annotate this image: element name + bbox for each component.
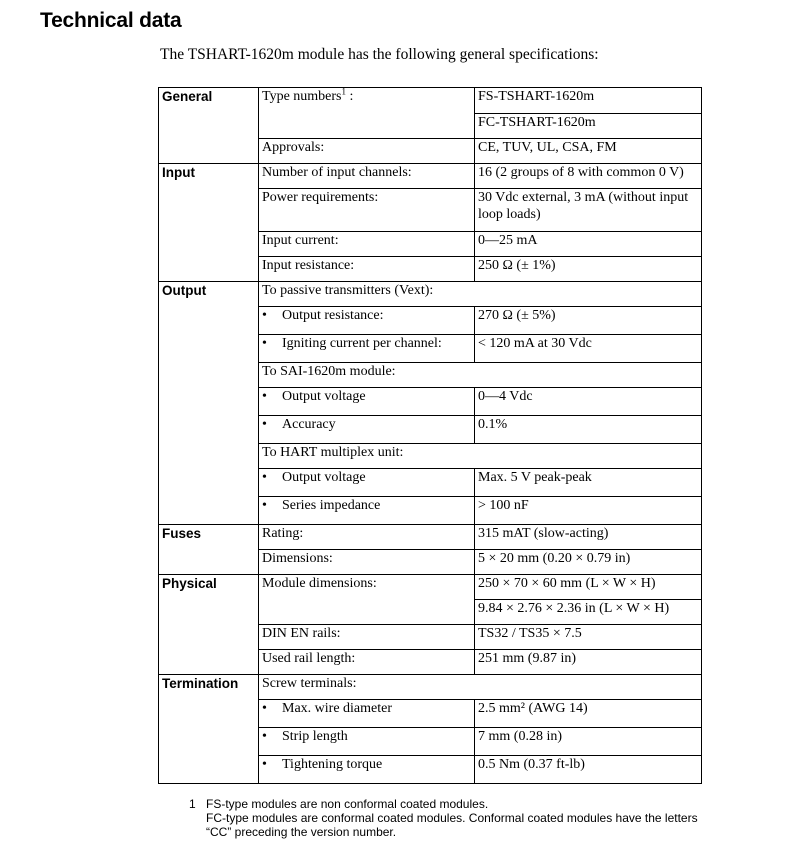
spec-value: 0.5 Nm (0.37 ft-lb): [475, 756, 702, 784]
spec-value: 9.84 × 2.76 × 2.36 in (L × W × H): [475, 600, 702, 625]
footnote-line: “CC” preceding the version number.: [206, 825, 397, 839]
bullet-label: • Output resistance:: [259, 307, 475, 335]
spec-value: 2.5 mm² (AWG 14): [475, 700, 702, 728]
bullet-label: • Output voltage: [259, 388, 475, 416]
subsection-header: To passive transmitters (Vext):: [259, 282, 702, 307]
footnote-ref: 1: [341, 86, 347, 97]
type-number-fs: FS-TSHART-1620m: [475, 88, 702, 114]
table-row: [159, 164, 702, 189]
bullet-label: • Accuracy: [259, 416, 475, 444]
spec-value: 16 (2 groups of 8 with common 0 V): [475, 164, 702, 189]
spec-value: 0—25 mA: [475, 232, 702, 257]
bullet-label: • Strip length: [259, 728, 475, 756]
subsection-header: To HART multiplex unit:: [259, 444, 702, 469]
category-general: General: [159, 88, 259, 164]
bullet-label: • Tightening torque: [259, 756, 475, 784]
bullet-icon: •: [262, 498, 267, 513]
approvals-label: Approvals:: [259, 139, 475, 164]
bullet-icon: •: [262, 308, 267, 323]
spec-value: TS32 / TS35 × 7.5: [475, 625, 702, 650]
footnote-line: FC-type modules are conformal coated modules. Conformal coated modules have the letters: [206, 811, 698, 825]
spec-label: Rating:: [259, 525, 475, 550]
subsection-header: To SAI-1620m module:: [259, 363, 702, 388]
spec-label: Input current:: [259, 232, 475, 257]
spec-value: 250 Ω (± 1%): [475, 257, 702, 282]
spec-value: 5 × 20 mm (0.20 × 0.79 in): [475, 550, 702, 575]
category-physical: Physical: [159, 575, 259, 675]
category-output: Output: [159, 282, 259, 525]
spec-label: Input resistance:: [259, 257, 475, 282]
spec-value: > 100 nF: [475, 497, 702, 525]
bullet-icon: •: [262, 701, 267, 716]
spec-value: 251 mm (9.87 in): [475, 650, 702, 675]
bullet-icon: •: [262, 417, 267, 432]
bullet-icon: •: [262, 757, 267, 772]
subsection-header: Screw terminals:: [259, 675, 702, 700]
footnote-number: 1: [189, 797, 196, 811]
module-dimensions-label: Module dimensions:: [259, 575, 475, 625]
bullet-icon: •: [262, 470, 267, 485]
table-row: [159, 525, 702, 550]
specifications-table: [158, 87, 702, 784]
spec-value: Max. 5 V peak-peak: [475, 469, 702, 497]
intro-text: The TSHART-1620m module has the following general specifications:: [160, 46, 599, 63]
bullet-label: • Series impedance: [259, 497, 475, 525]
table-row: [159, 675, 702, 700]
spec-label: Used rail length:: [259, 650, 475, 675]
category-input: Input: [159, 164, 259, 282]
spec-label: DIN EN rails:: [259, 625, 475, 650]
spec-value: 7 mm (0.28 in): [475, 728, 702, 756]
page-heading: Technical data: [40, 9, 182, 32]
table-row: [159, 88, 702, 114]
bullet-label: • Igniting current per channel:: [259, 335, 475, 363]
footnote-line: FS-type modules are non conformal coated modules.: [206, 797, 489, 811]
footnote: [189, 797, 709, 839]
table-row: [159, 282, 702, 307]
spec-label: Power requirements:: [259, 189, 475, 232]
approvals-value: CE, TUV, UL, CSA, FM: [475, 139, 702, 164]
bullet-icon: •: [262, 729, 267, 744]
spec-label: Dimensions:: [259, 550, 475, 575]
spec-value: 0—4 Vdc: [475, 388, 702, 416]
category-termination: Termination: [159, 675, 259, 784]
spec-value: 250 × 70 × 60 mm (L × W × H): [475, 575, 702, 600]
category-fuses: Fuses: [159, 525, 259, 575]
bullet-icon: •: [262, 389, 267, 404]
spec-value: 270 Ω (± 5%): [475, 307, 702, 335]
bullet-icon: •: [262, 336, 267, 351]
spec-value: < 120 mA at 30 Vdc: [475, 335, 702, 363]
spec-value: 30 Vdc external, 3 mA (without input loop loads): [475, 189, 702, 232]
table-row: [159, 575, 702, 600]
spec-value: 0.1%: [475, 416, 702, 444]
spec-value: 315 mAT (slow-acting): [475, 525, 702, 550]
type-number-fc: FC-TSHART-1620m: [475, 114, 702, 139]
spec-label: Number of input channels:: [259, 164, 475, 189]
type-numbers-label: Type numbers$^1$ :: [259, 88, 475, 139]
bullet-label: • Max. wire diameter: [259, 700, 475, 728]
bullet-label: • Output voltage: [259, 469, 475, 497]
